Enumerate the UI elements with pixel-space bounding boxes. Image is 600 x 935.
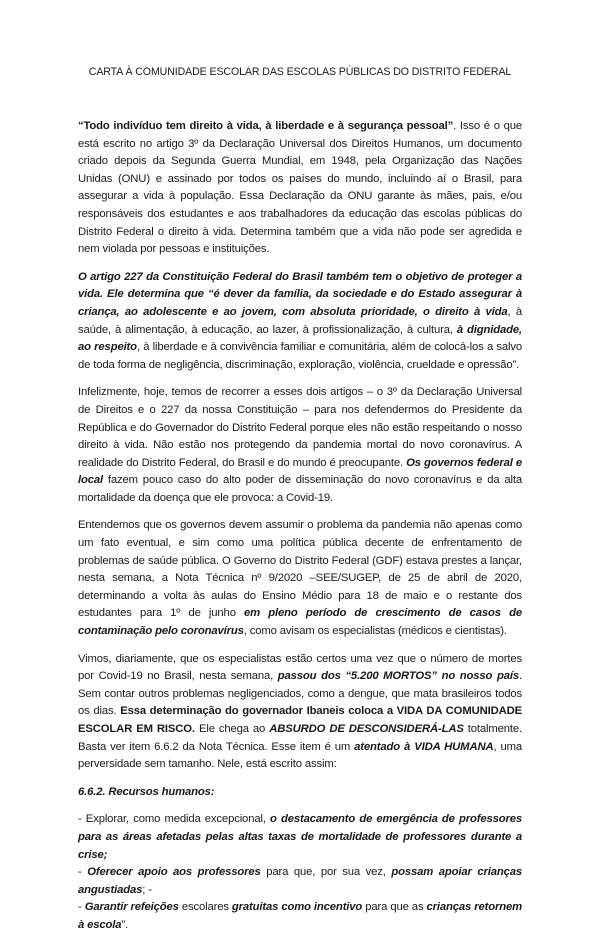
paragraph-1: “Todo indivíduo tem direito à vida, à liberdade e à segurança pessoal”. Isso é o que está escrito no artigo 3º da Declaração Universal dos Direitos Humanos, um documento criado depois da Segunda Guerra Mundial, em 1948, pela Organização das Nações Unidas (ONU) e assinado por todos os países do mundo, incluindo aí o Brasil, para assegurar a vida à população. Essa Declaração da ONU garante às mães, pais, e/ou responsáveis dos estudantes e aos trabalhadores da educação das escolas públicas do Distrito Federal o direito à vida. Determina também que a vida não pode ser agredida e nem violada por pessoas e instituições.: [78, 120, 522, 256]
paragraph-4: Entendemos que os governos devem assumir o problema da pandemia não apenas como um fato eventual, e sim como uma política pública decente de enfrentamento de problemas de saúde pública. O Governo do Distrito Federal (GDF) estava prestes a lançar, nesta semana, a Nota Técnica nº 9/2020 –SEE/SUGEP, de 25 de abril de 2020, determinando a volta às aulas do Ensino Médio para 18 de maio e o restante dos estudantes para 1º de junho em pleno período de crescimento de casos de contaminação pelo coronavírus, como avisam os especialistas (médicos e cientistas).: [78, 519, 523, 638]
list-item: - Explorar, como medida excepcional, o destacamento de emergência de professores para as áreas afetadas pelas altas taxas de mortalidade de professores durante a crise;: [78, 813, 522, 861]
paragraph-5: Vimos, diariamente, que os especialistas estão certos uma vez que o número de mortes por Covid-19 no Brasil, nesta semana, passou dos “5.200 MORTOS” no nosso país. Sem contar outros problemas negligenciados, como a dengue, que mata brasileiros todos os dias. Essa determinação do governador Ibaneis coloca a VIDA DA COMUNIDADE ESCOLAR EM RISCO. Ele chega ao ABSURDO DE DESCONSIDERÁ-LAS totalmente. Basta ver item 6.6.2 da Nota Técnica. Esse item é um atentado à VIDA HUMANA, uma perversidade sem tamanho. Nele, está escrito assim:: [78, 652, 523, 771]
paragraph-3: Infelizmente, hoje, temos de recorrer a esses dois artigos – o 3º da Declaração Universal de Direitos e o 227 da nossa Constituição – para nos defendermos do Presidente da República e do Governador do Distrito Federal porque eles não estão respeitando o nosso direito à vida. Não estão nos protegendo da pandemia mortal do novo coronavírus. A realidade do Distrito Federal, do Brasil e do mundo é preocupante. Os governos federal e local fazem pouco caso do alto poder de disseminação do novo coronavírus e da alta mortalidade da doença que ele provoca: a Covid-19.: [78, 386, 523, 504]
list-item: - Garantir refeições escolares gratuitas como incentivo para que as crianças retornem à escola”.: [78, 901, 523, 931]
document-title: CARTA À COMUNIDADE ESCOLAR DAS ESCOLAS PÚBLICAS DO DISTRITO FEDERAL: [88, 66, 512, 78]
udhr-quote: “Todo indivíduo tem direito à vida, à liberdade e à segurança pessoal”: [78, 120, 454, 132]
list-item: - Oferecer apoio aos professores para que, por sua vez, possam apoiar crianças angustiadas; -: [78, 866, 522, 896]
paragraph-2: O artigo 227 da Constituição Federal do Brasil também tem o objetivo de proteger a vida. Ele determina que “é dever da família, da sociedade e do Estado assegurar à criança, ao adolescente e ao jovem, com absoluta prioridade, o direito à vida, à saúde, à alimentação, à educação, ao lazer, à profissionalização, à cultura, à dignidade, ao respeito, à liberdade e à convivência familiar e comunitária, além de colocá-los a salvo de toda forma de negligência, discriminação, exploração, violência, crueldade e opressão”.: [78, 270, 522, 371]
document-body: [78, 118, 522, 935]
constitution-quote: O artigo 227 da Constituição Federal do Brasil também tem o objetivo de proteger a vida. Ele determina que “é dever da família, da sociedade e do Estado assegurar à criança, ao adolescente e ao jovem, com absoluta prioridade, o direito à vida: [78, 270, 522, 318]
section-heading: 6.6.2. Recursos humanos:: [78, 785, 215, 798]
quoted-list: [78, 811, 522, 934]
